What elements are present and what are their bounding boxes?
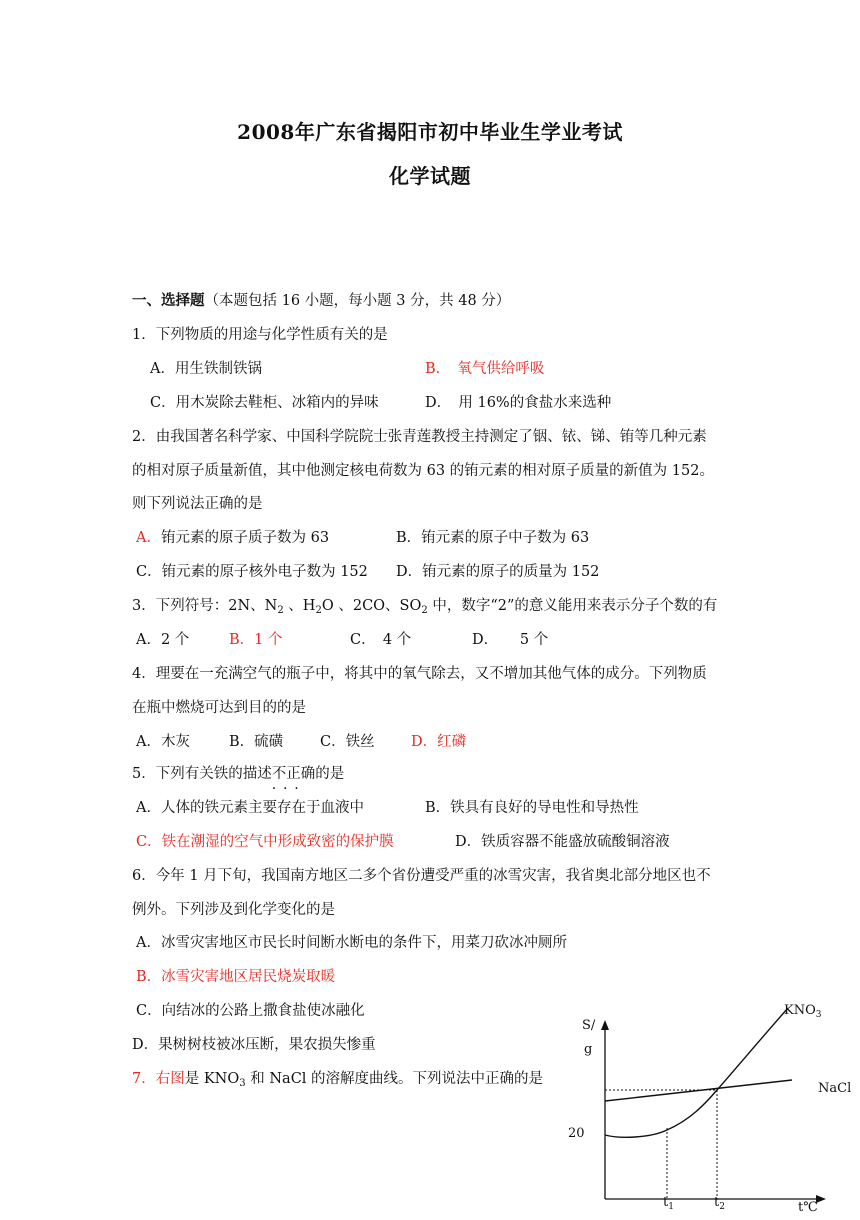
y-axis-arrow bbox=[601, 1020, 609, 1030]
q3-stem-part: 3．下列符号：2N、N bbox=[132, 598, 278, 614]
q4-option-b: B．硫磺 bbox=[229, 734, 284, 750]
t2-main: t bbox=[714, 1195, 720, 1210]
t1-main: t bbox=[663, 1195, 669, 1210]
q7-stem-part: 是 KNO bbox=[184, 1071, 240, 1087]
solubility-graph-svg bbox=[560, 996, 860, 1216]
q3-option-d: D． 5 个 bbox=[472, 632, 549, 648]
y-axis-label: S/ bbox=[582, 1018, 596, 1033]
q5-option-c: C．铁在潮湿的空气中形成致密的保护膜 bbox=[136, 834, 394, 850]
q3-stem bbox=[132, 596, 717, 621]
q7-sub: 3 bbox=[239, 1078, 246, 1089]
t2-label bbox=[714, 1195, 725, 1212]
q2-stem-line2: 的相对原子质量新值，其中他测定核电荷数为 63 的铕元素的相对原子质量的新值为 152。 bbox=[132, 463, 714, 479]
q3-stem-part: 、H bbox=[283, 598, 316, 614]
q7-stem-part: 和 NaCl 的溶解度曲线。下列说法中正确的是 bbox=[245, 1071, 544, 1087]
nacl-label: NaCl bbox=[818, 1081, 852, 1096]
q1-stem: 1．下列物质的用途与化学性质有关的是 bbox=[132, 327, 388, 343]
section-heading: 一、选择题 bbox=[132, 292, 205, 309]
kno3-sub: 3 bbox=[815, 1010, 822, 1020]
kno3-label bbox=[784, 1003, 821, 1020]
q5-option-d: D．铁质容器不能盛放硫酸铜溶液 bbox=[455, 834, 670, 850]
q2-option-a-rest: 铕元素的原子质子数为 63 bbox=[160, 530, 330, 546]
q5-emphasis: 不正确 · · · bbox=[272, 766, 316, 782]
q2-option-b: B．铕元素的原子中子数为 63 bbox=[396, 530, 590, 546]
q2-stem-line1: 2．由我国著名科学家、中国科学院院士张青莲教授主持测定了铟、铱、锑、铕等几种元素 bbox=[132, 429, 707, 445]
q3-option-a: A．2 个 bbox=[136, 632, 190, 648]
solubility-graph bbox=[560, 996, 860, 1216]
section-heading-line bbox=[132, 291, 510, 311]
x-axis-label: t℃ bbox=[798, 1200, 818, 1215]
section-note: （本题包括 16 小题，每小题 3 分，共 48 分） bbox=[204, 293, 511, 309]
q1-option-a: A．用生铁制铁锅 bbox=[150, 361, 262, 377]
q5-stem-part: 的是 bbox=[315, 766, 345, 782]
q4-stem-line1: 4．理要在一充满空气的瓶子中，将其中的氧气除去，又不增加其他气体的成分。下列物质 bbox=[132, 666, 707, 682]
q5-stem-part: 5．下列有关铁的描述 bbox=[132, 766, 272, 782]
q6-option-b: B．冰雪灾害地区居民烧炭取暖 bbox=[136, 969, 336, 985]
q6-stem-line1: 6．今年 1 月下旬，我国南方地区二多个省份遭受严重的冰雪灾害，我省奥北部分地区也不 bbox=[132, 868, 711, 884]
q2-option-a-text bbox=[136, 530, 329, 546]
q6-option-c: C．向结冰的公路上撒食盐使冰融化 bbox=[136, 1003, 365, 1019]
q6-stem-line2: 例外。下列涉及到化学变化的是 bbox=[132, 902, 335, 918]
y-tick-20: 20 bbox=[568, 1126, 585, 1141]
q5-option-a: A．人体的铁元素主要存在于血液中 bbox=[136, 800, 364, 816]
q3-option-c: C． 4 个 bbox=[350, 632, 412, 648]
q2-option-d: D．铕元素的原子的质量为 152 bbox=[396, 564, 600, 580]
t1-label bbox=[663, 1195, 674, 1212]
q7-number: 7． bbox=[132, 1071, 156, 1087]
q4-option-d: D．红磷 bbox=[411, 734, 467, 750]
q6-option-d: D．果树树枝被冰压断，果农损失惨重 bbox=[132, 1037, 376, 1053]
q1-option-c: C．用木炭除去鞋柜、冰箱内的异味 bbox=[150, 395, 379, 411]
q1-option-b: B． 氧气供给呼吸 bbox=[425, 361, 545, 377]
t2-sub: 2 bbox=[719, 1202, 725, 1212]
q2-option-c: C．铕元素的原子核外电子数为 152 bbox=[136, 564, 368, 580]
kno3-curve bbox=[605, 1008, 788, 1137]
q6-option-a: A．冰雪灾害地区市民长时间断水断电的条件下，用菜刀砍冰冲厕所 bbox=[136, 935, 567, 951]
q7-figure-ref: 右图 bbox=[155, 1071, 185, 1087]
exam-title: 2008年广东省揭阳市初中毕业生学业考试 bbox=[237, 120, 623, 144]
q3-sub: 2 bbox=[421, 605, 428, 616]
q3-option-b: B．1 个 bbox=[229, 632, 283, 648]
y-axis-unit: g bbox=[584, 1042, 593, 1057]
q4-stem-line2: 在瓶中燃烧可达到目的的是 bbox=[132, 700, 306, 716]
kno3-main: KNO bbox=[784, 1003, 816, 1018]
q3-stem-part: 中，数字“2”的意义能用来表示分子个数的有 bbox=[427, 598, 718, 614]
exam-subtitle: 化学试题 bbox=[389, 164, 471, 188]
q7-stem bbox=[132, 1069, 543, 1094]
q3-sub: 2 bbox=[315, 605, 322, 616]
t1-sub: 1 bbox=[668, 1202, 674, 1212]
q1-option-d: D． 用 16%的食盐水来选种 bbox=[425, 395, 612, 411]
q2-option-a-letter: A． bbox=[136, 530, 161, 546]
q2-option-a bbox=[136, 528, 329, 548]
q3-sub: 2 bbox=[277, 605, 284, 616]
q5-stem bbox=[132, 764, 344, 784]
q5-option-b: B．铁具有良好的导电性和导热性 bbox=[425, 800, 639, 816]
q4-option-c: C．铁丝 bbox=[320, 734, 375, 750]
q2-stem-line3: 则下列说法正确的是 bbox=[132, 496, 263, 512]
q3-stem-part: O 、2CO、SO bbox=[321, 598, 422, 614]
q4-option-a: A．木灰 bbox=[136, 734, 190, 750]
